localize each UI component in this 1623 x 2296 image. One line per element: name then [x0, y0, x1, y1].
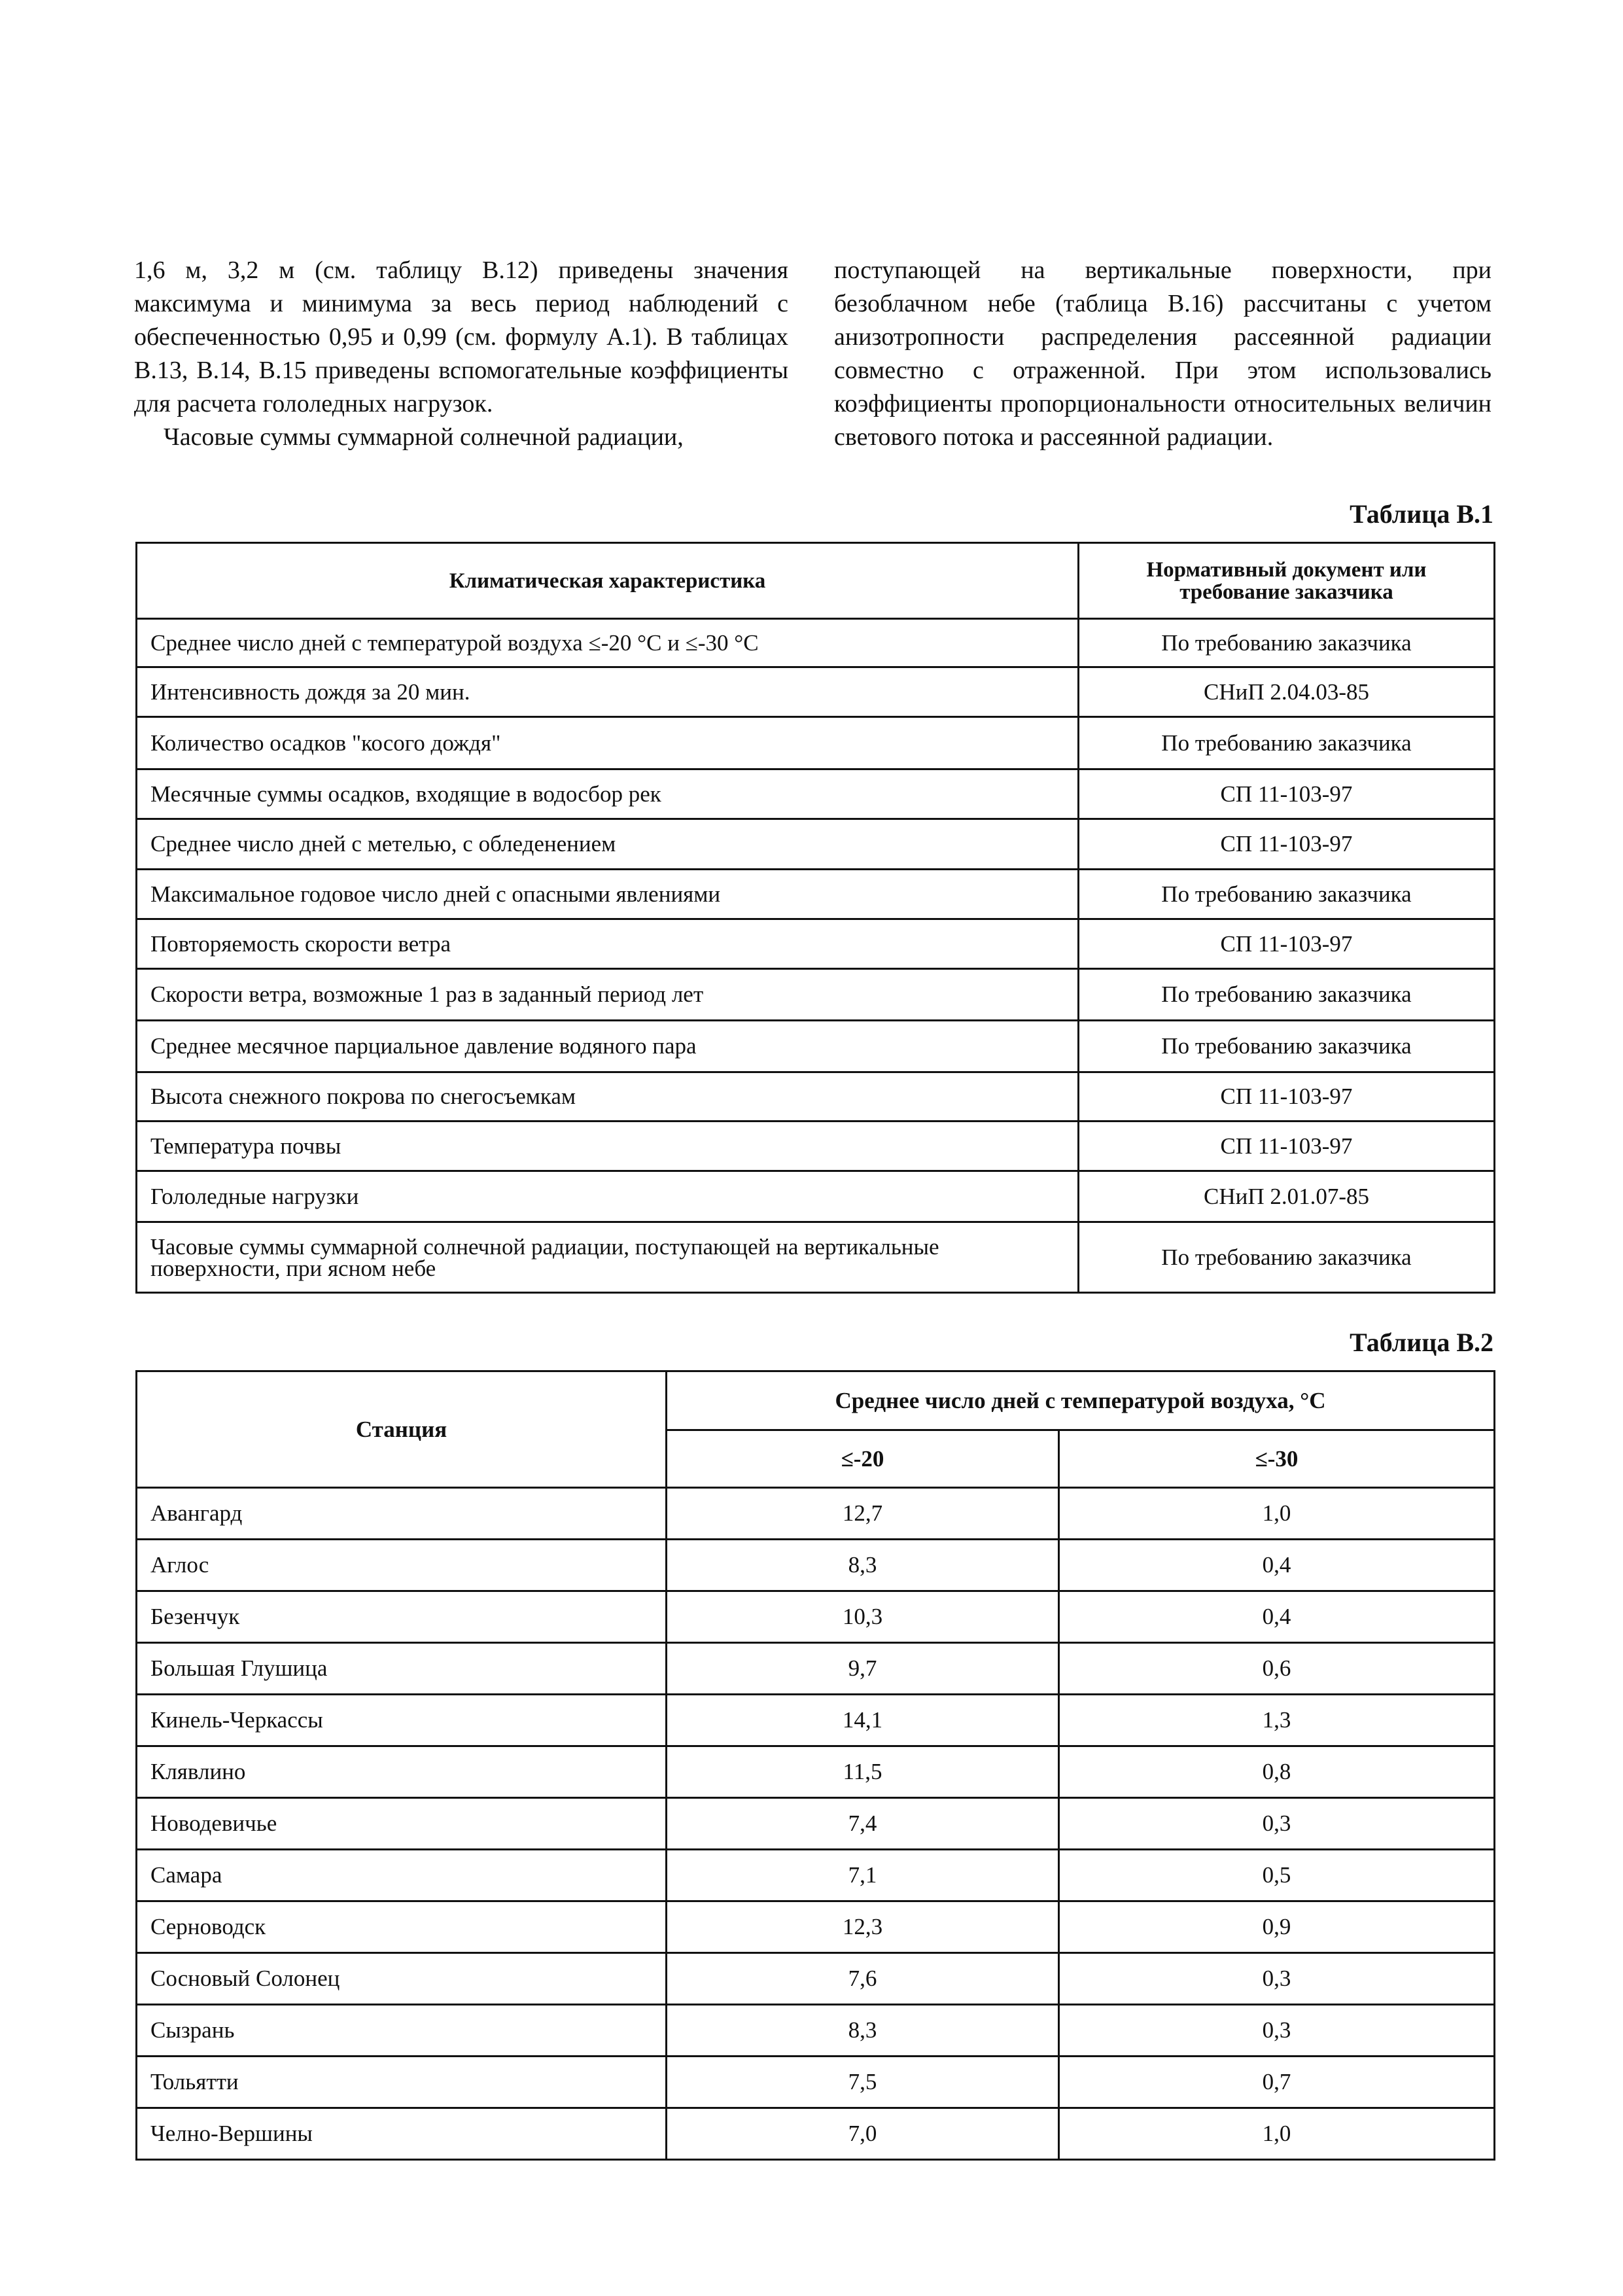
table-b2-value-30-cell: 1,0 — [1059, 2108, 1495, 2160]
table-b1-document-cell: СП 11-103-97 — [1079, 769, 1495, 819]
table-b2-row — [137, 2057, 1495, 2108]
table-b2-value-30-cell: 0,3 — [1059, 1798, 1495, 1850]
table-b2-header-col2: ≤-30 — [1059, 1430, 1495, 1488]
right-column — [834, 254, 1492, 454]
table-b1-row — [137, 969, 1495, 1021]
table-b1-characteristic-cell: Интенсивность дождя за 20 мин. — [137, 667, 1079, 717]
table-b2-row — [137, 1591, 1495, 1643]
table-b1 — [135, 542, 1495, 1294]
table-b1-row — [137, 667, 1495, 717]
table-b2-row — [137, 1901, 1495, 1953]
table-b1-characteristic-cell: Среднее месячное парциальное давление водяного пара — [137, 1021, 1079, 1072]
right-paragraph: поступающей на вертикальные поверхности, при безоблачном небе (таблица В.16) рассчитаны с учетом анизотропности распределения рассеянной радиации совместно с отраженной. При этом использовались коэффициенты пропорциональности относительных величин светового потока и рассеянной радиации. — [834, 256, 1492, 451]
table-b2-value-20-cell: 11,5 — [667, 1746, 1059, 1798]
table-b1-row — [137, 769, 1495, 819]
table-b1-row — [137, 1072, 1495, 1122]
table-b2-row — [137, 1850, 1495, 1901]
table-b1-row — [137, 819, 1495, 870]
table-b1-characteristic-cell: Среднее число дней с метелью, с обледенением — [137, 819, 1079, 870]
table-b1-document-cell: СП 11-103-97 — [1079, 1072, 1495, 1122]
table-b1-characteristic-cell: Высота снежного покрова по снегосъемкам — [137, 1072, 1079, 1122]
table-b1-characteristic-cell: Скорости ветра, возможные 1 раз в заданный период лет — [137, 969, 1079, 1021]
table-b2-station-cell: Самара — [137, 1850, 667, 1901]
table-b1-characteristic-cell: Повторяемость скорости ветра — [137, 919, 1079, 969]
table-b1-characteristic-cell: Температура почвы — [137, 1122, 1079, 1171]
table-b2-value-20-cell: 9,7 — [667, 1643, 1059, 1695]
table-b2 — [135, 1370, 1495, 2161]
table-b2-value-30-cell: 0,7 — [1059, 2057, 1495, 2108]
table-b1-header-document: Нормативный документ или требование заказчика — [1079, 543, 1495, 619]
table-b2-header-station: Станция — [137, 1371, 667, 1488]
table-b2-station-cell: Челно-Вершины — [137, 2108, 667, 2160]
table-b2-row — [137, 1746, 1495, 1798]
table-b1-document-cell: По требованию заказчика — [1079, 870, 1495, 919]
table-b2-station-cell: Сызрань — [137, 2005, 667, 2057]
table-b1-row — [137, 870, 1495, 919]
table-b1-characteristic-cell: Количество осадков "косого дождя" — [137, 717, 1079, 769]
table-b2-station-cell: Большая Глушица — [137, 1643, 667, 1695]
table-b2-caption: Таблица В.2 — [1350, 1328, 1493, 1357]
table-b1-row — [137, 1222, 1495, 1293]
table-b1-document-cell: СНиП 2.01.07-85 — [1079, 1171, 1495, 1222]
table-b2-header-group: Среднее число дней с температурой воздуха, °С — [667, 1371, 1495, 1430]
table-b2-row — [137, 1540, 1495, 1591]
table-b2-station-cell: Кинель-Черкассы — [137, 1695, 667, 1746]
table-b1-caption: Таблица В.1 — [1350, 499, 1493, 529]
table-b1-document-cell: СП 11-103-97 — [1079, 1122, 1495, 1171]
table-b2-value-30-cell: 0,8 — [1059, 1746, 1495, 1798]
table-b2-station-cell: Аглос — [137, 1540, 667, 1591]
table-b2-row — [137, 1953, 1495, 2005]
table-b2-value-30-cell: 1,0 — [1059, 1488, 1495, 1540]
table-b1-row — [137, 1122, 1495, 1171]
table-b1-characteristic-cell: Среднее число дней с температурой воздуха ≤-20 °С и ≤-30 °С — [137, 619, 1079, 667]
table-b2-value-20-cell: 12,7 — [667, 1488, 1059, 1540]
table-b1-document-cell: По требованию заказчика — [1079, 1021, 1495, 1072]
table-b2-station-cell: Клявлино — [137, 1746, 667, 1798]
table-b1-row — [137, 1171, 1495, 1222]
left-paragraph-2: Часовые суммы суммарной солнечной радиации, — [164, 423, 684, 451]
table-b2-value-20-cell: 7,4 — [667, 1798, 1059, 1850]
table-b1-characteristic-cell: Гололедные нагрузки — [137, 1171, 1079, 1222]
table-b2-station-cell: Безенчук — [137, 1591, 667, 1643]
table-b2-row — [137, 1643, 1495, 1695]
table-b1-document-cell: По требованию заказчика — [1079, 717, 1495, 769]
table-b2-value-20-cell: 8,3 — [667, 1540, 1059, 1591]
table-b2-value-20-cell: 7,1 — [667, 1850, 1059, 1901]
table-b1-header-characteristic: Климатическая характеристика — [137, 543, 1079, 619]
table-b2-value-30-cell: 0,4 — [1059, 1540, 1495, 1591]
table-b1-row — [137, 717, 1495, 769]
table-b1-document-cell: СНиП 2.04.03-85 — [1079, 667, 1495, 717]
table-b2-value-30-cell: 0,6 — [1059, 1643, 1495, 1695]
table-b2-value-20-cell: 10,3 — [667, 1591, 1059, 1643]
left-paragraph-1: 1,6 м, 3,2 м (см. таблицу В.12) приведены значения максимума и минимума за весь период наблюдений с обеспеченностью 0,95 и 0,99 (см. формулу А.1). В таблицах В.13, В.14, В.15 приведены вспомогательные коэффициенты для расчета гололедных нагрузок. — [134, 256, 788, 417]
table-b2-value-20-cell: 14,1 — [667, 1695, 1059, 1746]
table-b1-document-cell: По требованию заказчика — [1079, 969, 1495, 1021]
table-b1-characteristic-cell: Максимальное годовое число дней с опасными явлениями — [137, 870, 1079, 919]
table-b2-row — [137, 2108, 1495, 2160]
table-b2-value-30-cell: 1,3 — [1059, 1695, 1495, 1746]
table-b2-value-20-cell: 7,5 — [667, 2057, 1059, 2108]
table-b2-row — [137, 1695, 1495, 1746]
table-b2-value-30-cell: 0,5 — [1059, 1850, 1495, 1901]
left-column — [134, 254, 788, 454]
table-b1-document-cell: По требованию заказчика — [1079, 619, 1495, 667]
table-b1-row — [137, 919, 1495, 969]
table-b1-document-cell: По требованию заказчика — [1079, 1222, 1495, 1293]
table-b1-characteristic-cell: Месячные суммы осадков, входящие в водосбор рек — [137, 769, 1079, 819]
table-b1-document-cell: СП 11-103-97 — [1079, 919, 1495, 969]
table-b1-row — [137, 619, 1495, 667]
table-b2-station-cell: Авангард — [137, 1488, 667, 1540]
table-b1-row — [137, 1021, 1495, 1072]
table-b2-value-20-cell: 12,3 — [667, 1901, 1059, 1953]
table-b2-value-30-cell: 0,3 — [1059, 2005, 1495, 2057]
table-b2-station-cell: Тольятти — [137, 2057, 667, 2108]
table-b2-value-30-cell: 0,9 — [1059, 1901, 1495, 1953]
table-b2-station-cell: Новодевичье — [137, 1798, 667, 1850]
table-b2-row — [137, 2005, 1495, 2057]
table-b2-row — [137, 1798, 1495, 1850]
table-b2-row — [137, 1488, 1495, 1540]
table-b2-value-20-cell: 8,3 — [667, 2005, 1059, 2057]
table-b2-station-cell: Сосновый Солонец — [137, 1953, 667, 2005]
table-b2-value-20-cell: 7,0 — [667, 2108, 1059, 2160]
table-b2-value-20-cell: 7,6 — [667, 1953, 1059, 2005]
table-b2-value-30-cell: 0,4 — [1059, 1591, 1495, 1643]
table-b2-header-col1: ≤-20 — [667, 1430, 1059, 1488]
table-b2-value-30-cell: 0,3 — [1059, 1953, 1495, 2005]
table-b1-characteristic-cell: Часовые суммы суммарной солнечной радиации, поступающей на вертикальные поверхности, при ясном небе — [137, 1222, 1079, 1293]
table-b1-document-cell: СП 11-103-97 — [1079, 819, 1495, 870]
table-b2-station-cell: Серноводск — [137, 1901, 667, 1953]
